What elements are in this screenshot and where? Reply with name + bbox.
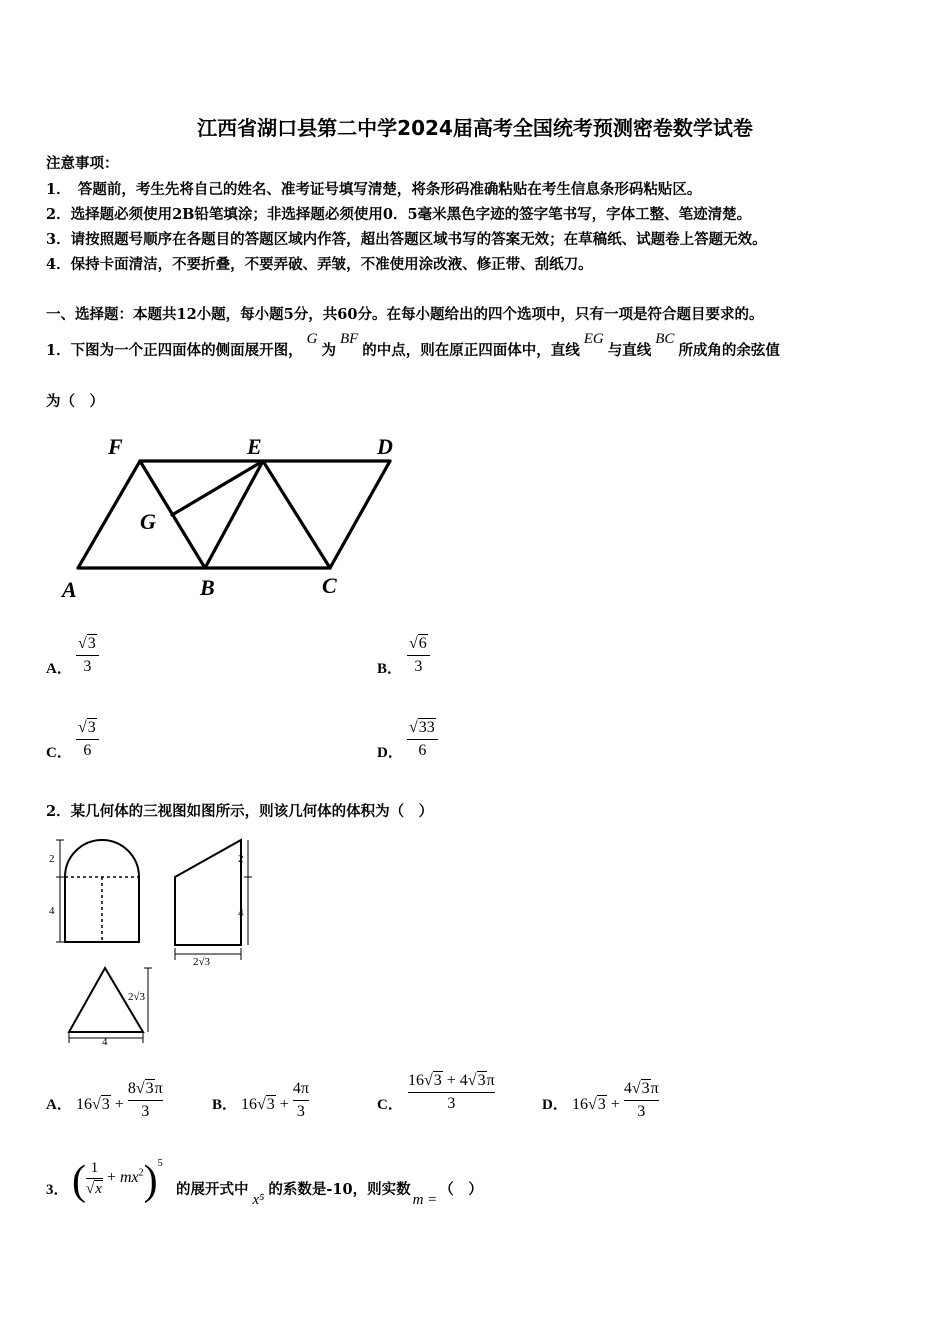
dim-side-width: 2√3: [193, 956, 211, 968]
dim-front-4: 4: [49, 905, 55, 917]
page-title: 江西省湖口县第二中学2024届高考全国统考预测密卷数学试卷: [197, 116, 753, 140]
label-E: E: [247, 434, 262, 459]
label-C: C: [322, 573, 337, 598]
q3-number: 3．: [46, 1182, 69, 1198]
notice-item: 1． 答题前，考生先将自己的姓名、准考证号填写清楚，将条形码准确粘贴在考生信息条形码粘贴区。: [46, 181, 702, 198]
q1-option-b-label[interactable]: B．: [377, 661, 403, 677]
q1-option-a-label[interactable]: A．: [46, 661, 72, 677]
notice-item: 3．请按照题号顺序在各题目的答题区域内作答，超出答题区域书写的答案无效；在草稿纸、试题卷上答题无效。: [46, 231, 767, 248]
dim-top-width: 4: [102, 1036, 108, 1047]
q2-option-d-label[interactable]: D．: [542, 1097, 568, 1113]
q3-expression: ( $\frac{1}{√x}$ + $mx^2)^5$: [72, 1157, 163, 1204]
section-heading: 一、选择题：本题共12小题，每小题5分，共60分。在每小题给出的四个选项中，只有一项是符合题目要求的。: [46, 306, 764, 323]
q1-text-cont: 为（ ）: [46, 393, 104, 410]
label-A: A: [62, 577, 77, 602]
q2-three-view-figure: [45, 832, 260, 1047]
notice-item: 4．保持卡面清洁，不要折叠，不要弄破、弄皱，不准使用涂改液、修正带、刮纸刀。: [46, 256, 593, 273]
q2-option-b-value[interactable]: 16√3 + $\frac{4\pi}{3}$: [241, 1080, 309, 1120]
q2-option-c-value[interactable]: 16√3 + 4√3π 3: [408, 1072, 495, 1112]
q1-text: 1．下图为一个正四面体的侧面展开图，G为BF的中点，则在原正四面体中，直线EG与直线BC所成角的余弦值: [46, 331, 780, 359]
label-B: B: [200, 575, 215, 600]
q2-option-a-label[interactable]: A．: [46, 1097, 72, 1113]
q2-option-a-value[interactable]: 16√3 + $\frac{8√3\pi}{3}$: [76, 1080, 163, 1120]
q1-option-a-value[interactable]: $\frac{√3}{3}$: [76, 633, 99, 678]
notice-heading: 注意事项：: [46, 155, 119, 172]
notice-item: 2．选择题必须使用2B铅笔填涂；非选择题必须使用0．5毫米黑色字迹的签字笔书写，字体工整、笔迹清楚。: [46, 206, 752, 223]
q1-option-d-label[interactable]: D．: [377, 745, 403, 761]
dim-side-4: 4: [238, 907, 244, 919]
q2-text: 2．某几何体的三视图如图所示，则该几何体的体积为（ ）: [46, 803, 434, 820]
q1-option-c-label[interactable]: C．: [46, 745, 72, 761]
q1-option-c-value[interactable]: $\frac{√3}{6}$: [76, 717, 99, 762]
dim-side-2: 2: [238, 853, 244, 865]
q2-option-b-label[interactable]: B．: [212, 1097, 238, 1113]
q1-option-d-value[interactable]: $\frac{√33}{6}$: [407, 717, 438, 762]
q1-option-b-value[interactable]: $\frac{√6}{3}$: [407, 633, 430, 678]
q2-option-d-value[interactable]: 16√3 + $\frac{4√3\pi}{3}$: [572, 1080, 659, 1120]
q1-figure: [50, 430, 410, 605]
label-D: D: [377, 434, 393, 459]
dim-front-2: 2: [49, 853, 55, 865]
dim-top-height: 2√3: [128, 991, 146, 1003]
label-F: F: [108, 434, 123, 459]
q2-option-c-label[interactable]: C．: [377, 1097, 403, 1113]
q3-text: 的展开式中x⁵的系数是-10，则实数m =（ ）: [176, 1181, 483, 1208]
label-G: G: [140, 509, 156, 534]
